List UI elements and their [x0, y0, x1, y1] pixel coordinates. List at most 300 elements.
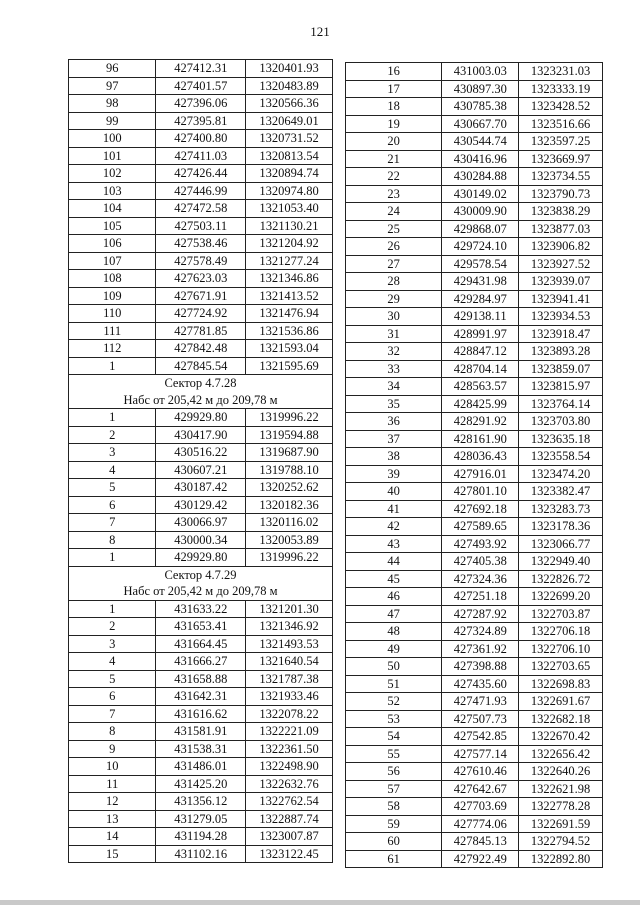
coordinate-y: 1322621.98 [519, 780, 603, 798]
table-row [346, 535, 603, 553]
coordinate-y: 1323066.77 [519, 535, 603, 553]
table-row [69, 600, 333, 618]
coordinate-x: 428161.90 [442, 430, 519, 448]
coordinate-y: 1323231.03 [519, 63, 603, 81]
table-row [346, 850, 603, 868]
table-row [346, 115, 603, 133]
coordinate-x: 427251.18 [442, 588, 519, 606]
coordinate-y: 1321593.04 [246, 340, 333, 358]
coordinate-x: 429868.07 [442, 220, 519, 238]
point-number: 45 [346, 570, 442, 588]
point-number: 110 [69, 305, 156, 323]
point-number: 3 [69, 635, 156, 653]
point-number: 100 [69, 130, 156, 148]
table-row [69, 147, 333, 165]
coordinate-y: 1322949.40 [519, 553, 603, 571]
table-row [346, 780, 603, 798]
coordinate-x: 427610.46 [442, 763, 519, 781]
point-number: 43 [346, 535, 442, 553]
table-row [69, 549, 333, 567]
point-number: 60 [346, 833, 442, 851]
coordinate-x: 427922.49 [442, 850, 519, 868]
coordinate-y: 1323893.28 [519, 343, 603, 361]
coordinate-x: 428036.43 [442, 448, 519, 466]
coordinate-x: 427435.60 [442, 675, 519, 693]
coordinate-x: 427671.91 [156, 287, 246, 305]
coordinate-x: 427703.69 [442, 798, 519, 816]
table-row [346, 588, 603, 606]
coordinate-x: 427578.49 [156, 252, 246, 270]
coordinate-y: 1323918.47 [519, 325, 603, 343]
point-number: 21 [346, 150, 442, 168]
table-row [346, 833, 603, 851]
table-row [346, 798, 603, 816]
coordinate-y: 1321787.38 [246, 670, 333, 688]
point-number: 4 [69, 461, 156, 479]
coordinate-x: 431642.31 [156, 688, 246, 706]
point-number: 2 [69, 426, 156, 444]
table-row [346, 553, 603, 571]
sector-title-row [69, 375, 333, 392]
point-number: 98 [69, 95, 156, 113]
coordinate-y: 1323669.97 [519, 150, 603, 168]
coordinate-y: 1323906.82 [519, 238, 603, 256]
coordinate-y: 1321277.24 [246, 252, 333, 270]
point-number: 1 [69, 357, 156, 375]
table-row [69, 635, 333, 653]
coordinate-y: 1321204.92 [246, 235, 333, 253]
coordinate-x: 429138.11 [442, 308, 519, 326]
coordinate-y: 1322691.59 [519, 815, 603, 833]
table-row [346, 623, 603, 641]
coordinate-x: 429431.98 [442, 273, 519, 291]
point-number: 104 [69, 200, 156, 218]
point-number: 3 [69, 444, 156, 462]
coordinate-x: 427589.65 [442, 518, 519, 536]
coordinate-y: 1321933.46 [246, 688, 333, 706]
coordinate-y: 1321413.52 [246, 287, 333, 305]
table-row [346, 815, 603, 833]
coordinate-y: 1322887.74 [246, 810, 333, 828]
coordinate-y: 1323333.19 [519, 80, 603, 98]
coordinate-x: 431658.88 [156, 670, 246, 688]
table-row [346, 693, 603, 711]
coordinate-y: 1322361.50 [246, 740, 333, 758]
point-number: 56 [346, 763, 442, 781]
left-coordinates-table [68, 59, 333, 863]
table-row [346, 745, 603, 763]
coordinate-x: 430607.21 [156, 461, 246, 479]
coordinate-x: 431666.27 [156, 653, 246, 671]
point-number: 33 [346, 360, 442, 378]
table-row [346, 255, 603, 273]
table-row [346, 360, 603, 378]
coordinate-x: 427395.81 [156, 112, 246, 130]
point-number: 26 [346, 238, 442, 256]
coordinate-x: 427472.58 [156, 200, 246, 218]
coordinate-y: 1323941.41 [519, 290, 603, 308]
table-row [346, 430, 603, 448]
table-row [69, 688, 333, 706]
point-number: 8 [69, 723, 156, 741]
page-number: 121 [310, 24, 330, 39]
coordinate-y: 1322691.67 [519, 693, 603, 711]
table-row [69, 287, 333, 305]
point-number: 20 [346, 133, 442, 151]
table-row [69, 95, 333, 113]
coordinate-y: 1320483.89 [246, 77, 333, 95]
coordinate-x: 431616.62 [156, 705, 246, 723]
table-row [69, 130, 333, 148]
coordinate-y: 1321536.86 [246, 322, 333, 340]
coordinate-y: 1322706.18 [519, 623, 603, 641]
coordinate-y: 1321130.21 [246, 217, 333, 235]
table-row [69, 77, 333, 95]
coordinate-x: 431279.05 [156, 810, 246, 828]
point-number: 5 [69, 479, 156, 497]
point-number: 2 [69, 618, 156, 636]
table-row [69, 112, 333, 130]
coordinate-y: 1323859.07 [519, 360, 603, 378]
table-row [346, 500, 603, 518]
coordinate-x: 431194.28 [156, 828, 246, 846]
point-number: 10 [69, 758, 156, 776]
coordinate-x: 427692.18 [442, 500, 519, 518]
coordinate-y: 1323007.87 [246, 828, 333, 846]
table-row [346, 413, 603, 431]
point-number: 27 [346, 255, 442, 273]
point-number: 96 [69, 60, 156, 78]
coordinate-y: 1321493.53 [246, 635, 333, 653]
coordinate-x: 430516.22 [156, 444, 246, 462]
point-number: 41 [346, 500, 442, 518]
coordinate-x: 427398.88 [442, 658, 519, 676]
coordinate-y: 1323934.53 [519, 308, 603, 326]
coordinate-y: 1322699.20 [519, 588, 603, 606]
coordinate-y: 1323703.80 [519, 413, 603, 431]
point-number: 5 [69, 670, 156, 688]
coordinate-x: 430187.42 [156, 479, 246, 497]
coordinate-x: 429929.80 [156, 409, 246, 427]
coordinate-y: 1322498.90 [246, 758, 333, 776]
coordinate-x: 428425.99 [442, 395, 519, 413]
coordinate-y: 1320116.02 [246, 514, 333, 532]
point-number: 23 [346, 185, 442, 203]
coordinate-y: 1323764.14 [519, 395, 603, 413]
coordinate-x: 427503.11 [156, 217, 246, 235]
coordinate-y: 1320053.89 [246, 531, 333, 549]
table-row [346, 483, 603, 501]
table-row [346, 570, 603, 588]
coordinate-x: 430000.34 [156, 531, 246, 549]
table-row [346, 710, 603, 728]
point-number: 14 [69, 828, 156, 846]
coordinate-x: 427642.67 [442, 780, 519, 798]
table-row [346, 325, 603, 343]
coordinate-y: 1322078.22 [246, 705, 333, 723]
coordinate-y: 1321476.94 [246, 305, 333, 323]
table-row [346, 728, 603, 746]
table-row [69, 810, 333, 828]
coordinate-x: 427724.92 [156, 305, 246, 323]
coordinate-x: 431356.12 [156, 793, 246, 811]
coordinate-y: 1323283.73 [519, 500, 603, 518]
coordinate-y: 1320401.93 [246, 60, 333, 78]
coordinate-y: 1323178.36 [519, 518, 603, 536]
coordinate-x: 427324.89 [442, 623, 519, 641]
point-number: 111 [69, 322, 156, 340]
table-row [346, 80, 603, 98]
coordinate-y: 1322794.52 [519, 833, 603, 851]
coordinate-x: 429578.54 [442, 255, 519, 273]
table-row [69, 200, 333, 218]
coordinate-x: 429929.80 [156, 549, 246, 567]
table-row [69, 235, 333, 253]
coordinate-y: 1322762.54 [246, 793, 333, 811]
table-row [69, 444, 333, 462]
table-row [69, 705, 333, 723]
table-row [346, 675, 603, 693]
sector-height-range: Набс от 205,42 м до 209,78 м [69, 583, 333, 600]
table-row [69, 496, 333, 514]
coordinate-x: 430667.70 [442, 115, 519, 133]
coordinate-y: 1322703.65 [519, 658, 603, 676]
point-number: 102 [69, 165, 156, 183]
coordinate-x: 427471.93 [442, 693, 519, 711]
coordinate-y: 1321640.54 [246, 653, 333, 671]
point-number: 19 [346, 115, 442, 133]
point-number: 36 [346, 413, 442, 431]
point-number: 101 [69, 147, 156, 165]
table-row [69, 165, 333, 183]
table-row [69, 270, 333, 288]
coordinate-y: 1319594.88 [246, 426, 333, 444]
coordinate-y: 1323597.25 [519, 133, 603, 151]
coordinate-y: 1319996.22 [246, 549, 333, 567]
coordinate-y: 1322221.09 [246, 723, 333, 741]
coordinate-x: 427493.92 [442, 535, 519, 553]
point-number: 53 [346, 710, 442, 728]
table-row [346, 518, 603, 536]
coordinate-y: 1323516.66 [519, 115, 603, 133]
coordinate-x: 428704.14 [442, 360, 519, 378]
table-row [346, 203, 603, 221]
coordinate-y: 1320731.52 [246, 130, 333, 148]
point-number: 107 [69, 252, 156, 270]
coordinate-y: 1323815.97 [519, 378, 603, 396]
point-number: 44 [346, 553, 442, 571]
point-number: 55 [346, 745, 442, 763]
table-row [346, 150, 603, 168]
point-number: 106 [69, 235, 156, 253]
coordinate-x: 427774.06 [442, 815, 519, 833]
coordinate-x: 431102.16 [156, 845, 246, 863]
point-number: 35 [346, 395, 442, 413]
coordinate-x: 430416.96 [442, 150, 519, 168]
point-number: 7 [69, 514, 156, 532]
coordinate-x: 427411.03 [156, 147, 246, 165]
coordinate-x: 427781.85 [156, 322, 246, 340]
point-number: 99 [69, 112, 156, 130]
table-row [346, 98, 603, 116]
point-number: 54 [346, 728, 442, 746]
table-row [346, 395, 603, 413]
table-row [346, 168, 603, 186]
coordinate-y: 1322778.28 [519, 798, 603, 816]
point-number: 1 [69, 549, 156, 567]
table-row [346, 290, 603, 308]
coordinate-y: 1321053.40 [246, 200, 333, 218]
table-row [69, 252, 333, 270]
coordinate-x: 430149.02 [442, 185, 519, 203]
table-row [69, 426, 333, 444]
coordinate-x: 431003.03 [442, 63, 519, 81]
coordinate-y: 1320813.54 [246, 147, 333, 165]
coordinate-x: 431664.45 [156, 635, 246, 653]
sector-title: Сектор 4.7.29 [69, 566, 333, 583]
point-number: 97 [69, 77, 156, 95]
coordinate-x: 427801.10 [442, 483, 519, 501]
coordinate-y: 1322682.18 [519, 710, 603, 728]
point-number: 109 [69, 287, 156, 305]
coordinate-y: 1322892.80 [519, 850, 603, 868]
coordinate-y: 1323734.55 [519, 168, 603, 186]
table-row [69, 357, 333, 375]
point-number: 34 [346, 378, 442, 396]
coordinate-x: 427542.85 [442, 728, 519, 746]
coordinate-y: 1322706.10 [519, 640, 603, 658]
coordinate-y: 1323558.54 [519, 448, 603, 466]
table-row [346, 605, 603, 623]
point-number: 11 [69, 775, 156, 793]
point-number: 40 [346, 483, 442, 501]
point-number: 103 [69, 182, 156, 200]
coordinate-x: 430009.90 [442, 203, 519, 221]
coordinate-y: 1323877.03 [519, 220, 603, 238]
coordinate-y: 1321346.92 [246, 618, 333, 636]
coordinate-y: 1320974.80 [246, 182, 333, 200]
coordinate-y: 1321595.69 [246, 357, 333, 375]
point-number: 29 [346, 290, 442, 308]
table-row [346, 658, 603, 676]
point-number: 46 [346, 588, 442, 606]
coordinate-y: 1322670.42 [519, 728, 603, 746]
table-row [69, 409, 333, 427]
coordinate-y: 1319996.22 [246, 409, 333, 427]
table-row [69, 758, 333, 776]
point-number: 105 [69, 217, 156, 235]
table-row [69, 828, 333, 846]
point-number: 17 [346, 80, 442, 98]
point-number: 32 [346, 343, 442, 361]
table-row [69, 531, 333, 549]
point-number: 51 [346, 675, 442, 693]
coordinate-y: 1322703.87 [519, 605, 603, 623]
sector-range-row [69, 583, 333, 600]
coordinate-y: 1320182.36 [246, 496, 333, 514]
table-row [69, 340, 333, 358]
point-number: 16 [346, 63, 442, 81]
point-number: 59 [346, 815, 442, 833]
coordinate-y: 1322640.26 [519, 763, 603, 781]
point-number: 13 [69, 810, 156, 828]
coordinate-x: 430129.42 [156, 496, 246, 514]
table-row [69, 514, 333, 532]
coordinate-y: 1322826.72 [519, 570, 603, 588]
coordinate-y: 1320566.36 [246, 95, 333, 113]
coordinate-y: 1323790.73 [519, 185, 603, 203]
coordinate-x: 427400.80 [156, 130, 246, 148]
point-number: 47 [346, 605, 442, 623]
coordinate-x: 428847.12 [442, 343, 519, 361]
coordinate-x: 427361.92 [442, 640, 519, 658]
coordinate-x: 427426.44 [156, 165, 246, 183]
point-number: 22 [346, 168, 442, 186]
coordinate-x: 427507.73 [442, 710, 519, 728]
coordinate-y: 1319788.10 [246, 461, 333, 479]
point-number: 18 [346, 98, 442, 116]
coordinate-x: 430544.74 [442, 133, 519, 151]
table-row [346, 63, 603, 81]
table-row [69, 60, 333, 78]
coordinate-y: 1323474.20 [519, 465, 603, 483]
coordinate-y: 1323122.45 [246, 845, 333, 863]
point-number: 52 [346, 693, 442, 711]
coordinate-x: 431486.01 [156, 758, 246, 776]
coordinate-x: 427623.03 [156, 270, 246, 288]
coordinate-x: 428991.97 [442, 325, 519, 343]
point-number: 1 [69, 409, 156, 427]
coordinate-x: 427916.01 [442, 465, 519, 483]
coordinate-y: 1321201.30 [246, 600, 333, 618]
table-row [69, 670, 333, 688]
table-row [346, 640, 603, 658]
coordinate-x: 427401.57 [156, 77, 246, 95]
point-number: 108 [69, 270, 156, 288]
table-row [346, 220, 603, 238]
sector-range-row [69, 392, 333, 409]
coordinate-x: 427412.31 [156, 60, 246, 78]
coordinate-x: 427324.36 [442, 570, 519, 588]
point-number: 8 [69, 531, 156, 549]
sector-height-range: Набс от 205,42 м до 209,78 м [69, 392, 333, 409]
coordinate-x: 429724.10 [442, 238, 519, 256]
table-row [69, 723, 333, 741]
sector-title-row [69, 566, 333, 583]
table-row [69, 653, 333, 671]
coordinate-y: 1323428.52 [519, 98, 603, 116]
coordinate-y: 1322656.42 [519, 745, 603, 763]
coordinate-x: 431653.41 [156, 618, 246, 636]
coordinate-x: 430284.88 [442, 168, 519, 186]
point-number: 58 [346, 798, 442, 816]
table-row [69, 740, 333, 758]
point-number: 15 [69, 845, 156, 863]
table-row [346, 378, 603, 396]
table-row [346, 185, 603, 203]
point-number: 1 [69, 600, 156, 618]
coordinate-x: 431581.91 [156, 723, 246, 741]
point-number: 30 [346, 308, 442, 326]
coordinate-y: 1322632.76 [246, 775, 333, 793]
table-row [346, 465, 603, 483]
coordinate-x: 431633.22 [156, 600, 246, 618]
table-row [346, 763, 603, 781]
table-row [69, 461, 333, 479]
coordinate-x: 427396.06 [156, 95, 246, 113]
table-row [69, 217, 333, 235]
right-coordinates-table [345, 62, 603, 868]
